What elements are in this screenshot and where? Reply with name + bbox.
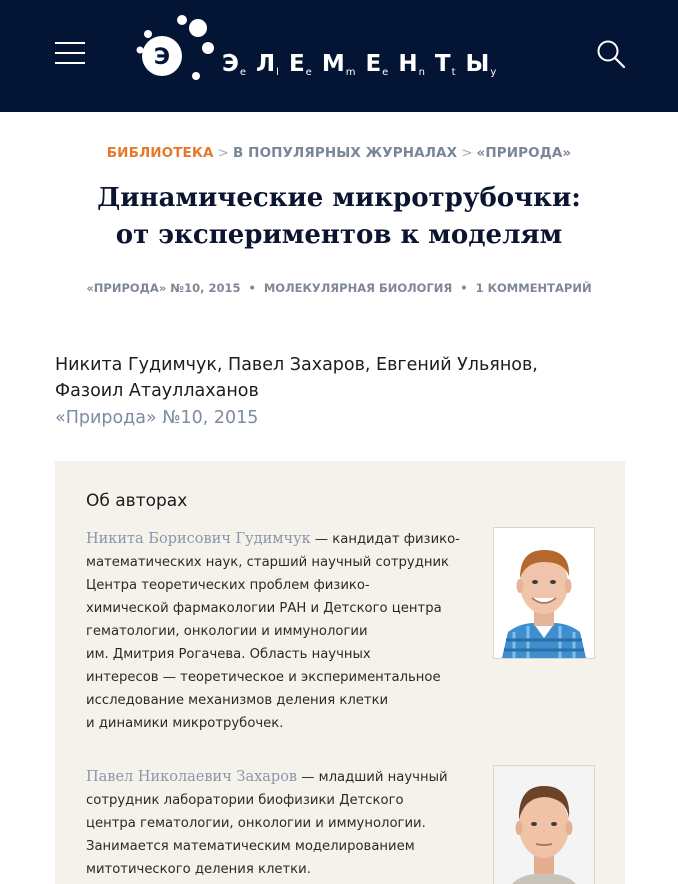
bio-line: центра гематологии, онкологии и иммунологии.	[86, 816, 426, 831]
about-heading: Об авторах	[86, 491, 188, 511]
bio-line: интересов — теоретическое и экспериментальное	[86, 670, 441, 685]
meta-comments-link[interactable]: 1 КОММЕНТАРИЙ	[475, 281, 592, 295]
bio-line: Центра теоретических проблем физико-	[86, 578, 370, 593]
bio-line: Занимается математическим моделированием	[86, 839, 415, 854]
logo-letter: Н n	[398, 51, 425, 78]
logo-letter: Е e	[365, 51, 389, 78]
breadcrumb-journals-link[interactable]: В ПОПУЛЯРНЫХ ЖУРНАЛАХ	[232, 145, 458, 161]
logo-letter: Э е	[222, 51, 247, 78]
author-name-link[interactable]: Павел Николаевич Захаров	[86, 769, 298, 785]
authors-line: Фазоил Атауллаханов	[55, 381, 259, 401]
logo-wordmark	[222, 40, 496, 76]
logo-letter: Т t	[434, 51, 456, 78]
article-authors	[55, 352, 635, 404]
author-portrait-image	[494, 766, 594, 884]
bio-line: — младший научный	[297, 770, 448, 785]
hamburger-icon[interactable]	[55, 42, 85, 64]
logo-mark-letter: Э	[153, 45, 171, 70]
bio-line: исследование механизмов деления клетки	[86, 693, 389, 708]
logo-letter: Л l	[256, 51, 279, 78]
bio-line: им. Дмитрия Рогачева. Область научных	[86, 647, 371, 662]
author-photo	[493, 527, 595, 659]
article-source-link[interactable]: «Природа» №10, 2015	[55, 408, 259, 428]
bio-line: химической фармакологии РАН и Детского центра	[86, 601, 442, 616]
title-line: от экспериментов к моделям	[115, 220, 563, 250]
bio-line: математических наук, старший научный сотрудник	[86, 555, 449, 570]
meta-category-link[interactable]: МОЛЕКУЛЯРНАЯ БИОЛОГИЯ	[263, 281, 453, 295]
author-bio	[86, 528, 466, 735]
page-title	[40, 180, 638, 254]
article-meta	[0, 281, 678, 295]
bio-line: митотического деления клетки.	[86, 862, 311, 877]
title-line: Динамические микротрубочки:	[97, 183, 581, 213]
bio-line: сотрудник лаборатории биофизики Детского	[86, 793, 404, 808]
breadcrumb-separator: >	[461, 145, 473, 161]
site-logo[interactable]	[136, 14, 546, 98]
breadcrumb-separator: >	[217, 145, 229, 161]
breadcrumb-priroda-link[interactable]: «ПРИРОДА»	[476, 145, 572, 161]
logo-letter: М m	[321, 51, 356, 78]
author-photo	[493, 765, 595, 884]
bio-line: — кандидат физико-	[310, 532, 460, 547]
search-icon[interactable]	[596, 39, 626, 69]
logo-letter: Е e	[288, 51, 312, 78]
breadcrumb-library-link[interactable]: БИБЛИОТЕКА	[106, 145, 214, 161]
meta-separator: •	[248, 281, 256, 295]
logo-mark-icon	[136, 14, 216, 98]
authors-line: Никита Гудимчук, Павел Захаров, Евгений Ульянов,	[55, 355, 538, 375]
logo-letter: Ы y	[465, 51, 497, 78]
about-authors-box	[55, 461, 625, 884]
meta-separator: •	[460, 281, 468, 295]
meta-source-link[interactable]: «ПРИРОДА» №10, 2015	[86, 281, 241, 295]
author-portrait-image	[494, 528, 594, 658]
breadcrumb	[0, 145, 678, 161]
bio-line: гематологии, онкологии и иммунологии	[86, 624, 368, 639]
author-bio	[86, 766, 466, 881]
author-name-link[interactable]: Никита Борисович Гудимчук	[86, 531, 311, 547]
site-header	[0, 0, 678, 112]
bio-line: и динамики микротрубочек.	[86, 716, 284, 731]
